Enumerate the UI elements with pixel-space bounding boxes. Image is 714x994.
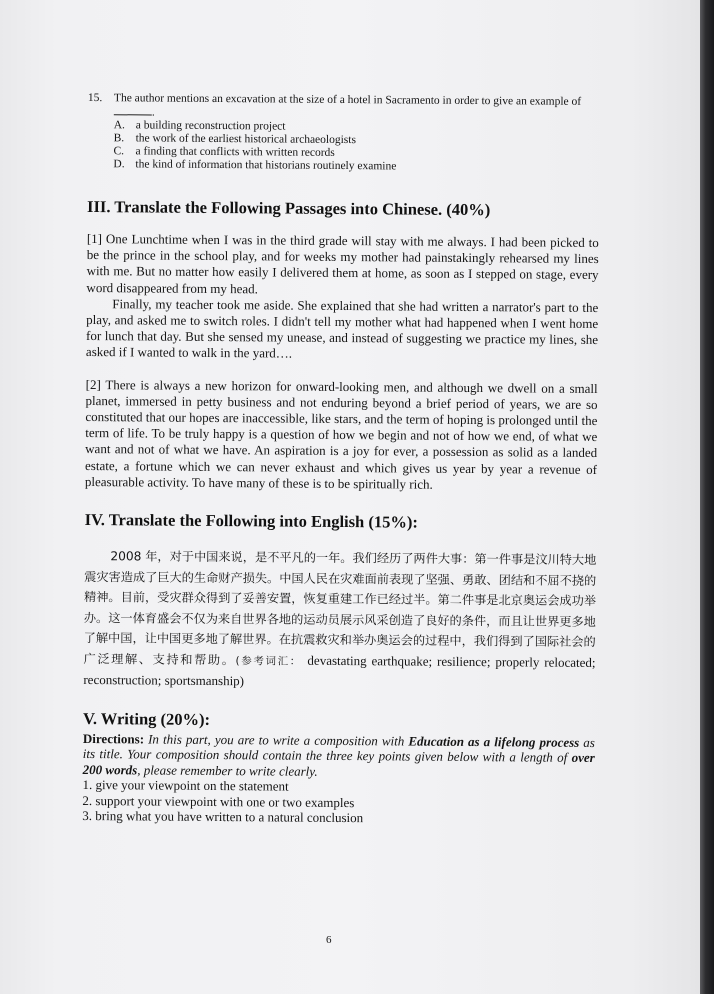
directions-text-c: , please remember to write clearly. — [137, 761, 318, 779]
key-point-3: 3. bring what you have written to a natural conclusion — [82, 808, 364, 826]
page-content — [82, 92, 600, 828]
scan-edge-shadow — [700, 0, 714, 994]
passage-1: [1] One Lunchtime when I was in the third grade will stay with me always. I had been picked to be the prince in the school play, and for weeks my mother had painstakingly rehearsed my lines with me. But no matter how easily I delivered them at home, as soon as I stepped on stage, every word disappeared from my head. — [86, 230, 599, 296]
writing-directions — [83, 731, 595, 782]
section-5-title: V. Writing (20%): — [83, 708, 211, 729]
option-text: a finding that conflicts with written records — [135, 145, 335, 159]
option-text: the work of the earliest historical archaeologists — [135, 132, 357, 147]
option-letter: B. — [113, 132, 125, 145]
section-4-title: IV. Translate the Following into English (15%): — [84, 510, 418, 532]
option-letter: D. — [113, 158, 125, 171]
question-15 — [87, 92, 600, 175]
question-text-a: The author mentions an excavation at the size of a hotel in Sacramento in order to give an example of — [113, 92, 582, 108]
question-text-b: . — [151, 106, 155, 119]
passage-1-continued: Finally, my teacher took me aside. She explained that she had written a narrator's part to the play, and asked me to switch roles. I didn't tell my mother what had happened when I went home for lunch that day. But she sensed my unease, and instead of suggesting we practice my lines, she asked if I wanted to walk in the yard…. — [85, 296, 599, 362]
key-point-2: 2. support your viewpoint with one or two examples — [82, 792, 355, 810]
directions-text-a: In this part, you are to write a composition with — [144, 731, 409, 749]
question-text — [114, 92, 600, 123]
question-number: 15. — [87, 92, 103, 105]
reference-vocab-terms: devastating earthquake; resilience; properly relocated; reconstruction; sportsmanship) — [83, 652, 596, 689]
answer-blank — [114, 105, 152, 115]
chinese-text: 2008 年，对于中国来说，是不平凡的一年。我们经历了两件大事：第一件事是汶川特大地震灾害造成了巨大的生命财产损失。中国人民在灾难面前表现了坚强、勇敢、团结和不屈不挠的精神。目前，受灾群众得到了妥善安置，恢复重建工作已经过半。第二件事是北京奥运会成功举办。这一体育盛会不仅为来自世界各地的运动员展示风采创造了良好的条件，而且让世界更多地了解中国，让中国更多地了解世界。在抗震救灾和举办奥运会的过程中，我们得到了国际社会的广泛理解、支持和帮助。 — [83, 549, 597, 667]
chinese-passage — [83, 546, 596, 695]
reference-vocab-label: (参考词汇： — [235, 654, 302, 668]
passage-2: [2] There is always a new horizon for onward-looking men, and although we dwell on a small planet, immersed in petty business and not enduring beyond a brief period of years, we are so constituted that our hopes are inaccessible, like stars, and the term of hoping is prolonged until the term of life. To be truly happy is a question of how we begin and not of how we end, of what we want and not of what we have. An aspiration is a joy for ever, a possession as solid as a landed estate, a fortune which we can never exhaust and which gives us year by year a revenue of pleasurable activity. To have many of these is to be spiritually rich. — [84, 376, 598, 492]
option-letter: C. — [113, 145, 125, 158]
option-letter: A. — [113, 119, 125, 132]
question-15-stem — [88, 92, 600, 123]
composition-title: Education as a lifelong process — [408, 733, 580, 750]
option-text: the kind of information that historians routinely examine — [135, 158, 397, 173]
option-d — [87, 158, 599, 175]
directions-label: Directions: — [82, 730, 145, 747]
page-number: 6 — [326, 934, 332, 946]
word-requirement: over 200 words — [82, 749, 595, 777]
option-text: a building reconstruction project — [135, 119, 286, 133]
directions-text-b: as its title. Your composition should contain the three key points given below with a length of — [82, 734, 595, 765]
section-3-title: III. Translate the Following Passages into Chinese. (40%) — [87, 196, 491, 220]
key-point-1: 1. give your viewpoint on the statement — [82, 777, 289, 794]
